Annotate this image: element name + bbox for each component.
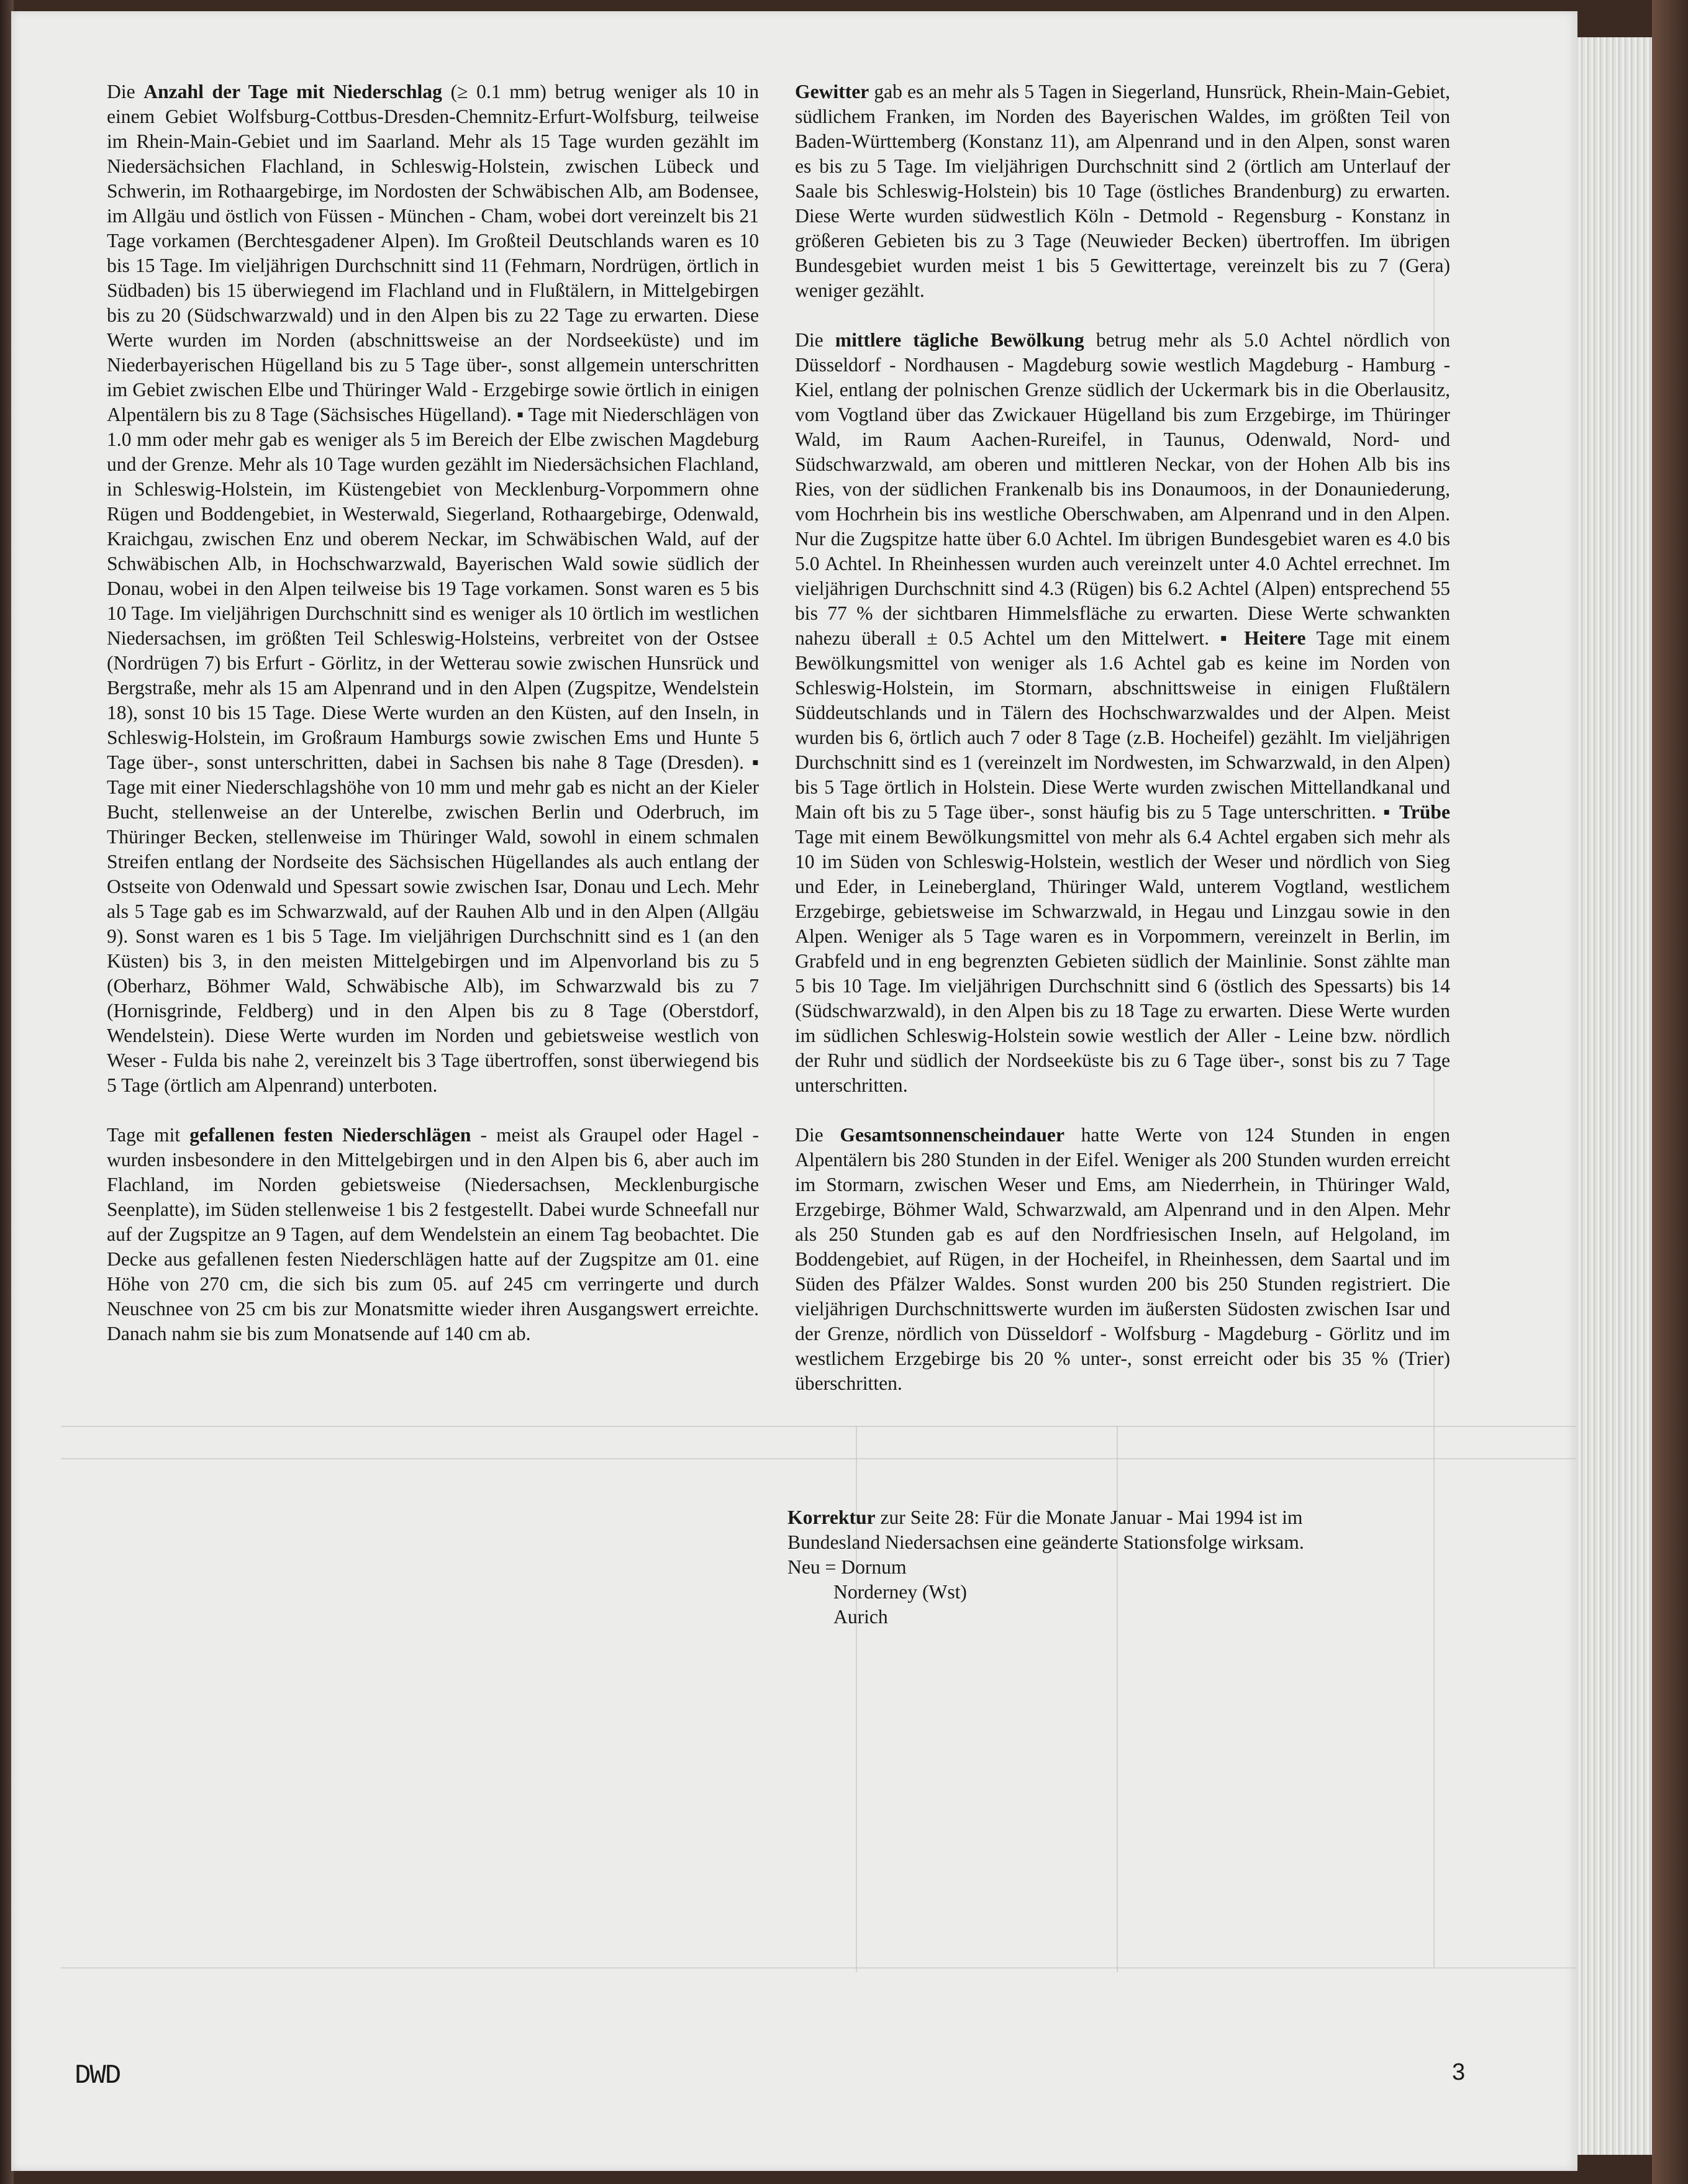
bleed-rule-3 — [61, 1967, 1576, 1969]
paragraph-text: Tage mit einem Bewölkungsmittel von mehr als 6.4 Achtel ergaben sich mehr als 10 im Süden von Schleswig-Holstein, westlich der Weser und nördlich von Sieg und Eder, in Leinebergland, Thüringer Wald, unterem Vogtland, westlichem Erzgebirge, gebietsweise im Schwarzwald, in Hegau und Linzgau sowie in den Alpen. Weniger als 5 Tage waren es in Vorpommern, vereinzelt in Berlin, im Grabfeld und in eng begrenzten Gebieten südlich der Mainlinie. Sonst zählte man 5 bis 10 Tage. Im vieljährigen Durchschnitt sind 6 (östlich des Spessarts) bis 14 (Südschwarzwald), in den Alpen bis zu 18 Tage zu erwarten. Diese Werte wurden im südlichen Schleswig-Holstein sowie westlich der Aller - Leine bzw. nördlich der Ruhr und südlich der Nordseeküste bis zu 6 Tage über-, sonst bis zu 7 Tage unterschritten. — [795, 826, 1450, 1096]
paragraph — [107, 1123, 759, 1346]
correction-line-4: Norderney (Wst) — [833, 1581, 967, 1603]
paragraph-text: (≥ 0.1 mm) betrug weniger als 10 in einem Gebiet Wolfsburg-Cottbus-Dresden-Chemnitz-Erfurt-Wolfsburg, teilweise im Rhein-Main-Gebiet und im Saarland. Mehr als 15 Tage wurden gezählt im Niedersächsichen Flachland, in Schleswig-Holstein, zwischen Lübeck und Schwerin, im Rothaargebirge, im Nordosten der Schwäbischen Alb, am Bodensee, im Allgäu und östlich von Füssen - München - Cham, wobei dort vereinzelt bis 21 Tage vorkamen (Berchtesgadener Alpen). Im Großteil Deutschlands waren es 10 bis 15 Tage. Im vieljährigen Durchschnitt sind 11 (Fehmarn, Nordrügen, örtlich in Südbaden) bis 15 überwiegend im Flachland und in Flußtälern, in Mittelgebirgen bis zu 20 (Südschwarzwald) und in den Alpen bis zu 22 Tage zu erwarten. Diese Werte wurden im Norden (abschnittsweise an der Nordseeküste) und im Niederbayerischen Hügelland bis zu 5 Tage über-, sonst allgemein unterschritten im Gebiet zwischen Elbe und Thüringer Wald - Erzgebirge sowie örtlich in einigen Alpentälern bis zu 8 Tage (Sächsisches Hügelland). ▪ Tage mit Niederschlägen von 1.0 mm oder mehr gab es weniger als 5 im Bereich der Elbe zwischen Magdeburg und der Grenze. Mehr als 10 Tage wurden gezählt im Niedersächsichen Flachland, in Schleswig-Holstein, im Küstengebiet von Mecklenburg-Vorpommern ohne Rügen und Boddengebiet, in Westerwald, Siegerland, Rothaargebirge, Odenwald, Kraichgau, zwischen Enz und oberem Neckar, im Schwäbischen Wald, auf der Schwäbischen Alb, in Hochschwarzwald, Bayerischen Wald sowie südlich der Donau, wobei in den Alpen teilweise bis 19 Tage vorkamen. Sonst waren es 5 bis 10 Tage. Im vieljährigen Durchschnitt sind es weniger als 10 örtlich im westlichen Niedersachsen, im größten Teil Schleswig-Holsteins, verbreitet von der Ostsee (Nordrügen 7) bis Erfurt - Görlitz, in der Wetterau sowie zwischen Hunsrück und Bergstraße, mehr als 15 am Alpenrand und in den Alpen (Zugspitze, Wendelstein 18), sonst 10 bis 15 Tage. Diese Werte wurden an den Küsten, auf den Inseln, in Schleswig-Holstein, im Großraum Hamburgs sowie zwischen Ems und Hunte 5 Tage über-, sonst unterschritten, dabei in Sachsen bis nahe 8 Tage (Dresden). ▪ Tage mit einer Niederschlagshöhe von 10 mm und mehr gab es nicht an der Kieler Bucht, stellenweise an der Unterelbe, zwischen Berlin und Oderbruch, im Thüringer Becken, stellenweise im Thüringer Wald, sowohl in einem schmalen Streifen entlang der Nordseite des Sächsischen Hügellandes als auch entlang der Ostseite von Odenwald und Spessart sowie zwischen Isar, Donau und Lech. Mehr als 5 Tage gab es im Schwarzwald, auf der Rauhen Alb und in den Alpen (Allgäu 9). Sonst waren es 1 bis 5 Tage. Im vieljährigen Durchschnitt sind es 1 (an den Küsten) bis 3, in den meisten Mittelgebirgen und im Alpenvorland bis zu 5 (Oberharz, Böhmer Wald, Schwäbische Alb), im Schwarzwald bis zu 7 (Hornisgrinde, Feldberg) und in den Alpen bis zu 8 Tage (Oberstdorf, Wendelstein). Diese Werte wurden im Norden und gebietsweise westlich von Weser - Fulda bis nahe 2, vereinzelt bis 3 Tage übertroffen, sonst überwiegend bis 5 Tage (örtlich am Alpenrand) unterboten. — [107, 81, 760, 1096]
paragraph — [795, 328, 1450, 1098]
bold-term: Gewitter — [795, 81, 869, 102]
bleed-rule-2 — [61, 1458, 1576, 1459]
correction-line-1-text: zur Seite 28: Für die Monate Januar - Mai 1994 ist im — [875, 1507, 1303, 1528]
correction-line-1 — [787, 1505, 1452, 1530]
bleed-rule-1 — [61, 1426, 1576, 1427]
paragraph-text: gab es an mehr als 5 Tagen in Siegerland, Hunsrück, Rhein-Main-Gebiet, südlichem Franken, im Norden des Bayerischen Waldes, im größten Teil von Baden-Württemberg (Konstanz 11), am Alpenrand und in den Alpen, sonst waren es bis zu 5 Tage. Im vieljährigen Durchschnitt sind 2 (örtlich am Unterlauf der Saale bis Schleswig-Holstein) bis 10 Tage (östliches Brandenburg) zu erwarten. Diese Werte wurden südwestlich Köln - Detmold - Regensburg - Konstanz in größeren Gebieten bis zu 3 Tage (Neuwieder Becken) übertroffen. Im übrigen Bundesgebiet wurden meist 1 bis 5 Gewittertage, vereinzelt bis zu 7 (Gera) weniger gezählt. — [795, 81, 1450, 301]
paragraph — [795, 1123, 1450, 1396]
bold-term: mittlere tägliche Bewölkung — [835, 329, 1084, 351]
paragraph-text: betrug mehr als 5.0 Achtel nördlich von Düsseldorf - Nordhausen - Magdeburg sowie westlich Magdeburg - Hamburg - Kiel, entlang der polnischen Grenze südlich der Uckermark bis in die Oberlausitz, vom Vogtland über das Zwickauer Hügelland bis zum Erzgebirge, im Thüringer Wald, im Raum Aachen-Rureifel, in Taunus, Odenwald, Nord- und Südschwarzwald, am oberen und mittleren Neckar, von der Hohen Alb bis ins Ries, von der südlichen Frankenalb bis ins Donaumoos, in der Donauniederung, vom Hochrhein bis ins westliche Oberschwaben, am Alpenrand und in den Alpen. Nur die Zugspitze hatte über 6.0 Achtel. Im übrigen Bundesgebiet waren es 4.0 bis 5.0 Achtel. In Rheinhessen wurden auch vereinzelt unter 4.0 Achtel errechnet. Im vieljährigen Durchschnitt sind 4.3 (Rügen) bis 6.2 Achtel (Alpen) entsprechend 55 bis 77 % der sichtbaren Himmelsfläche zu erwarten. Diese Werte schwankten nahezu überall ± 0.5 Achtel um den Mittelwert. ▪ — [795, 329, 1451, 649]
left-text-column — [107, 79, 759, 1346]
page-number: 3 — [1452, 2059, 1466, 2085]
correction-note — [787, 1505, 1452, 1629]
paragraph-text: hatte Werte von 124 Stunden in engen Alpentälern bis 280 Stunden in der Eifel. Weniger als 200 Stunden wurden erreicht im Stormarn, zwischen Weser und Ems, am Niederrhein, in Thüringer Wald, Erzgebirge, Böhmer Wald, Schwarzwald, am Alpenrand und in den Alpen. Mehr als 250 Stunden gab es auf den Nordfriesischen Inseln, auf Helgoland, im Boddengebiet, auf Rügen, in der Hocheifel, in Rheinhessen, dem Saartal und im Süden des Pfälzer Waldes. Sonst wurden 200 bis 250 Stunden registriert. Die vieljährigen Durchschnittswerte wurden im äußersten Südosten zwischen Isar und der Grenze, nördlich von Düsseldorf - Wolfsburg - Magdeburg - Görlitz und im westlichem Erzgebirge bis 20 % unter-, sonst erreicht oder bis 35 % (Trier) überschritten. — [795, 1124, 1451, 1394]
paragraph-text: Die — [795, 1124, 840, 1146]
correction-heading: Korrektur — [787, 1507, 876, 1528]
bold-term: Trübe — [1399, 801, 1450, 823]
bold-term: Anzahl der Tage mit Niederschlag — [143, 81, 442, 102]
paragraph-text: Die — [795, 329, 835, 351]
paragraph — [795, 79, 1450, 303]
correction-line-3: Neu = Dornum — [787, 1556, 907, 1578]
page-edges — [1577, 37, 1652, 2155]
paragraph-text: Tage mit einem Bewölkungsmittel von weniger als 1.6 Achtel gab es keine im Norden von Schleswig-Holstein, im Stormarn, abschnittsweise in einigen Flußtälern Süddeutschlands und in Tälern des Hochschwarzwaldes und der Alpen. Meist wurden bis 6, örtlich auch 7 oder 8 Tage (z.B. Hocheifel) gezählt. Im vieljährigen Durchschnitt sind es 1 (vereinzelt im Nordwesten, im Schwarzwald, in den Alpen) bis 5 Tage örtlich in Holstein. Diese Werte wurden zwischen Mittellandkanal und Main oft bis zu 5 Tage über-, sonst häufig bis zu 5 Tage unterschritten. ▪ — [795, 627, 1451, 823]
paragraph-text: Die — [107, 81, 144, 102]
publisher-mark: DWD — [75, 2060, 120, 2091]
right-text-column — [795, 79, 1450, 1396]
book-cover-right — [1652, 0, 1688, 2184]
bold-term: Heitere — [1244, 627, 1306, 649]
paragraph-text: - meist als Graupel oder Hagel - wurden insbesondere in den Mittelgebirgen und in den Alpen bis 6, aber auch im Flachland, im Norden gebietsweise (Niedersachsen, Mecklenburgische Seenplatte), im Süden stellenweise 1 bis 2 festgestellt. Dabei wurde Schneefall nur auf der Zugspitze an 9 Tagen, auf dem Wendelstein an einem Tag beobachtet. Die Decke aus gefallenen festen Niederschlägen hatte auf der Zugspitze am 01. eine Höhe von 270 cm, die sich bis zum 05. auf 245 cm verringerte und durch Neuschnee von 25 cm bis zur Monatsmitte wieder ihren Ausgangswert erreichte. Danach nahm sie bis zum Monatsende auf 140 cm ab. — [107, 1124, 759, 1344]
correction-line-5: Aurich — [833, 1606, 888, 1628]
paragraph — [107, 79, 759, 1098]
paragraph-text: Tage mit — [107, 1124, 190, 1146]
bold-term: Gesamtsonnenscheindauer — [840, 1124, 1064, 1146]
bold-term: gefallenen festen Niederschlägen — [189, 1124, 471, 1146]
correction-line-2: Bundesland Niedersachsen eine geänderte Stationsfolge wirksam. — [787, 1531, 1304, 1553]
